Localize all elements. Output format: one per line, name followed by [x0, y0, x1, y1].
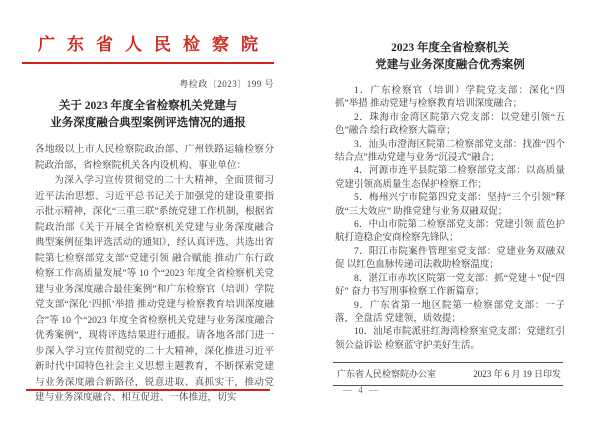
list-item: 9．广东省第一地区院第一检察部党支部：一子落，全盘活 党建领，质效提；	[335, 300, 565, 324]
document-body	[22, 142, 274, 406]
list-item: 7．阳江市院案件管理室党支部：党建业务双融双促 以红色血脉传递司法救助检察温度；	[335, 246, 565, 271]
letterhead-org-name: 广东省人民检察院	[38, 35, 270, 54]
document-title-line2: 业务深度融合典型案例评选情况的通报	[50, 116, 246, 129]
page-number: — 4 —	[343, 385, 380, 395]
colophon-row	[333, 363, 563, 385]
page-right	[335, 40, 565, 353]
annex-title	[335, 40, 565, 73]
list-item: 1．广东检察官（培训）学院党支部：深化“四抓”举措 推动党建与检察教育培训深度融合；	[335, 86, 565, 110]
page-left	[22, 30, 274, 415]
document-number: 粤检政〔2023〕199 号	[179, 79, 274, 89]
case-list	[335, 85, 565, 353]
document-title-line1: 关于 2023 年度全省检察机关党建与	[58, 100, 238, 112]
list-item: 5．梅州兴宁市院第四党支部：坚持“三个引领”释放“三大效应” 助推党建与业务双融双促；	[335, 193, 565, 217]
salutation: 各地级以上市人民检察院政治部、广州铁路运输检察分院政治部，省检察院机关各内设机构、事业单位：	[35, 144, 274, 171]
list-item: 2．珠海市金湾区院第六党支部：以党建引领“五色”融合 绘行政检察大篇章；	[335, 112, 565, 137]
list-item: 6．中山市院第二检察部党支部：党建引领 蓝色护航打造稳企安商检察先锋队；	[335, 220, 565, 244]
annex-title-line2: 党建与业务深度融合优秀案例	[375, 58, 525, 71]
annex-title-line1: 2023 年度全省检察机关	[391, 42, 509, 54]
page-bottom-red-rule	[26, 389, 270, 391]
issuing-office: 广东省人民检察院办公室	[337, 369, 437, 379]
list-item: 10．汕尾市院派驻红海湾检察室党支部：党建红引领公益诉讼 检察蓝守护美好生活。	[335, 327, 565, 351]
body-paragraph: 为深入学习宣传贯彻党的二十大精神，全面贯彻习近平法治思想、习近平总书记关于加强党的建设重要指示批示精神，深化“三重三联”系统党建工作机制，根据省院政治部《关于开展全省检察机关党建与业务深度融合典型案例征集评选活动的通知》，经认真评选，共选出省院第七检察部党支部“党建引领 融合赋能 推动广东行政检察工作高质量发展”等 10 个“2023 年度全省检察机关党建与业务深度融合最佳案例”和广东检察官（培训）学院党支部“深化‘四抓’举措 推动党建与检察教育培训深度融合”等 10 个“2023 年度全省检察机关党建与业务深度融合优秀案例”，现将评选结果进行通报。请各地各部门进一步深入学习宣传贯彻党的二十大精神，深化推进习近平新时代中国特色社会主义思想主题教育，不断探索党建与业务深度融合新路径，锐意进取、真抓实干，推动党建与业务深度融合、相互促进、一体推进，切实	[35, 175, 274, 403]
list-item: 3．汕头市澄海区院第二检察部党支部：找准“四个结合点”推动党建与业务“沉浸式”融合；	[335, 139, 565, 164]
colophon	[333, 362, 563, 386]
list-item: 4．河源市连平县院第二检察部党支部：以高质量党建引领高质量生态保护检察工作；	[335, 166, 565, 190]
document-title	[22, 98, 274, 131]
letterhead-red-rule	[22, 62, 274, 64]
print-date: 2023 年 6 月 19 日印发	[473, 369, 561, 379]
list-item: 8．湛江市赤坎区院第一党支部：抓“党建＋”促“四好” 奋力书写刑事检察工作新篇章；	[335, 273, 565, 298]
